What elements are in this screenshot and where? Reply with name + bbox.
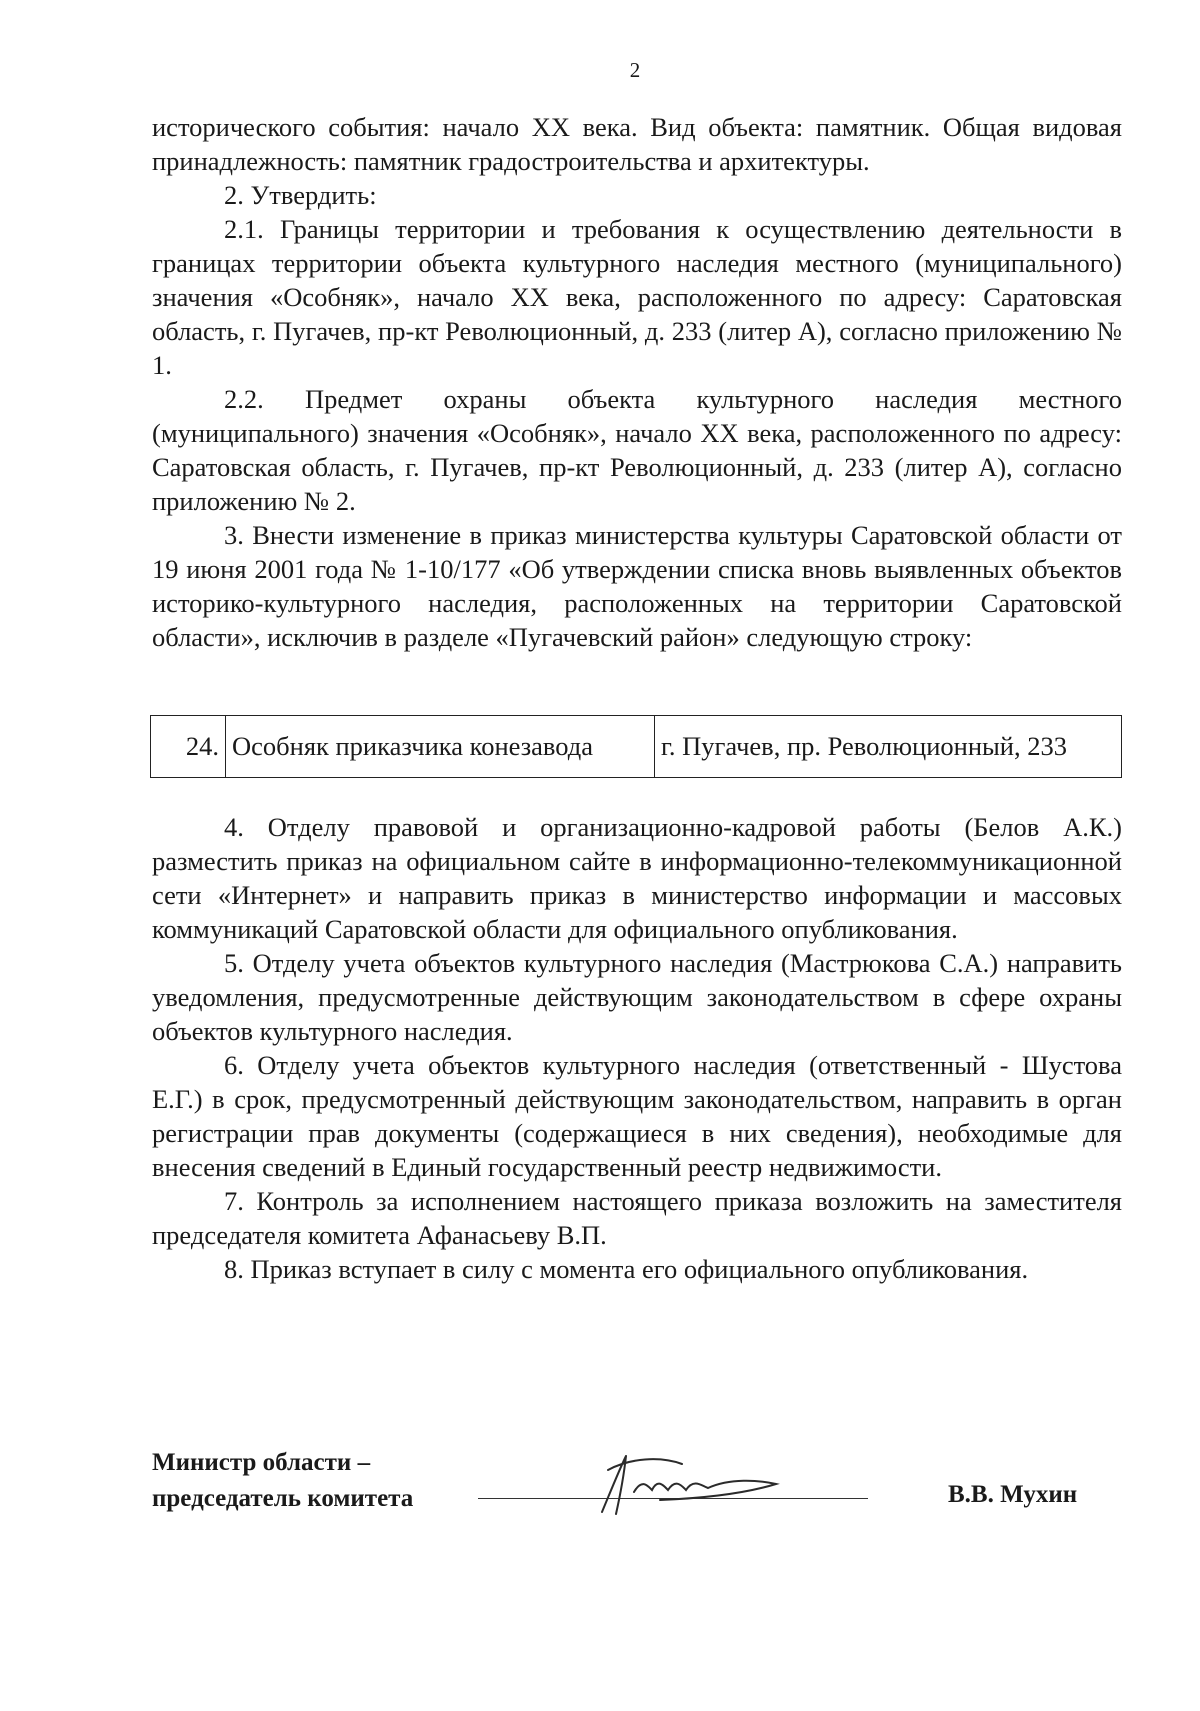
- signatory-name: В.В. Мухин: [948, 1481, 1078, 1508]
- page-number: 2: [629, 58, 641, 82]
- signatory-title: [152, 1445, 413, 1517]
- paragraph-4: 4. Отделу правовой и организационно-кадровой работы (Белов А.К.) разместить приказ на официальном сайте в информационно-телекоммуникационной сети «Интернет» и направить приказ в министерство информации и массовых коммуникаций Саратовской области для официального опубликования.: [152, 812, 1122, 944]
- paragraph-2-2: 2.2. Предмет охраны объекта культурного наследия местного (муниципального) значения «Особняк», начало XX века, расположенного по адресу: Саратовская область, г. Пугачев, пр-кт Революционный, д. 233 (литер А), согласно приложению № 2.: [152, 384, 1122, 516]
- body-text-bottom: [152, 810, 1122, 1286]
- paragraph-continuation: исторического события: начало XX века. Вид объекта: памятник. Общая видовая принадлежность: памятник градостроительства и архитектуры.: [152, 112, 1122, 176]
- table-cell-address: г. Пугачев, пр. Революционный, 233: [655, 716, 1122, 778]
- paragraph-7: 7. Контроль за исполнением настоящего приказа возложить на заместителя председателя комитета Афанасьеву В.П.: [152, 1186, 1122, 1250]
- paragraph-8: 8. Приказ вступает в силу с момента его официального опубликования.: [224, 1254, 1029, 1284]
- paragraph-2-1: 2.1. Границы территории и требования к осуществлению деятельности в границах территории объекта культурного наследия местного (муниципального) значения «Особняк», начало XX века, расположенного по адресу: Саратовская область, г. Пугачев, пр-кт Революционный, д. 233 (литер А), согласно приложению № 1.: [152, 214, 1122, 380]
- paragraph-6: 6. Отделу учета объектов культурного наследия (ответственный - Шустова Е.Г.) в срок, предусмотренный действующим законодательством, направить в орган регистрации прав документы (содержащиеся в них сведения), необходимые для внесения сведений в Единый государственный реестр недвижимости.: [152, 1050, 1122, 1182]
- paragraph-5: 5. Отделу учета объектов культурного наследия (Мастрюкова С.А.) направить уведомления, предусмотренные действующим законодательством в сфере охраны объектов культурного наследия.: [152, 948, 1122, 1046]
- table-cell-number: 24.: [151, 716, 226, 778]
- handwritten-signature: [590, 1448, 790, 1518]
- table-row: [151, 716, 1122, 778]
- signatory-title-line-1: Министр области –: [152, 1449, 371, 1476]
- table-cell-name: Особняк приказчика конезавода: [226, 716, 655, 778]
- signatory-title-line-2: председатель комитета: [152, 1485, 414, 1512]
- excluded-entry-table: [150, 715, 1122, 778]
- body-text-top: [152, 110, 1122, 654]
- paragraph-2: 2. Утвердить:: [224, 180, 377, 210]
- paragraph-3: 3. Внести изменение в приказ министерства культуры Саратовской области от 19 июня 2001 года № 1-10/177 «Об утверждении списка вновь выявленных объектов историко-культурного наследия, расположенных на территории Саратовской области», исключив в разделе «Пугачевский район» следующую строку:: [152, 520, 1122, 652]
